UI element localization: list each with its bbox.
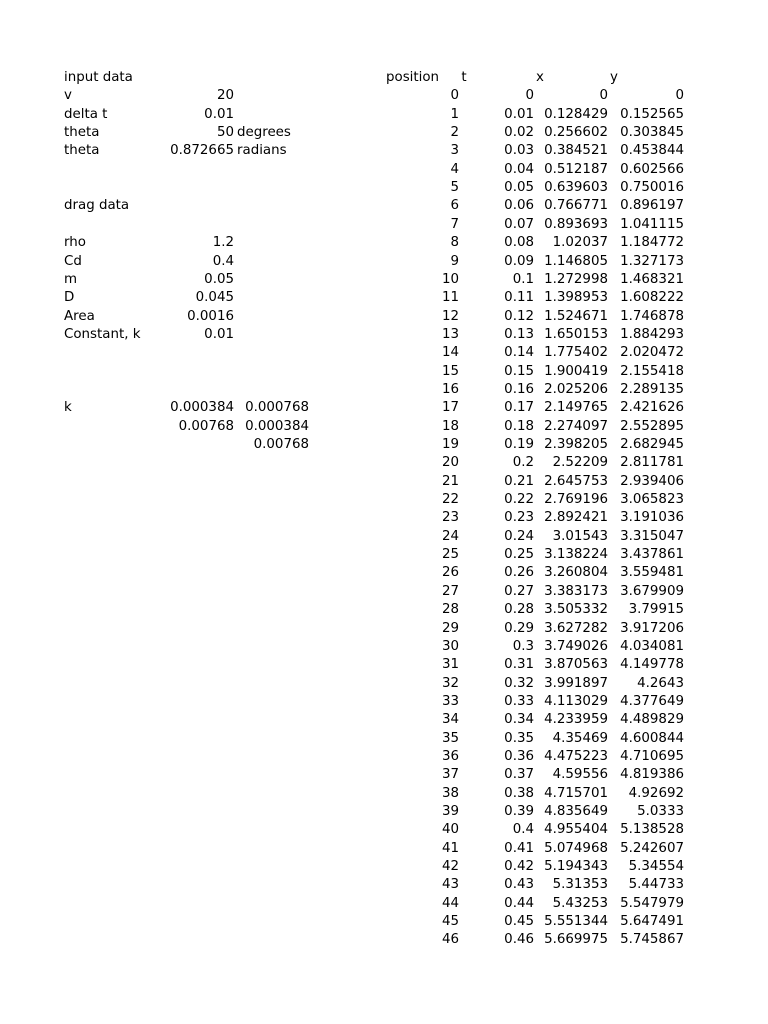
cell-position: 6 (450, 198, 459, 214)
cell-x: 1.775402 (544, 345, 608, 361)
cell-position: 3 (450, 143, 459, 159)
drag-value: 0.4 (212, 253, 234, 269)
cell-y: 3.79915 (628, 602, 684, 618)
cell-t: 0.45 (504, 914, 534, 930)
k-value: 0.000384 (170, 400, 234, 416)
cell-position: 13 (441, 326, 459, 342)
cell-t: 0.42 (504, 859, 534, 875)
cell-t: 0.07 (504, 216, 534, 232)
header-t: t (461, 70, 467, 85)
drag-label: m (64, 271, 78, 287)
cell-x: 3.991897 (544, 675, 608, 691)
cell-x: 3.627282 (544, 620, 608, 636)
cell-position: 42 (441, 859, 459, 875)
cell-y: 0.453844 (620, 143, 684, 159)
cell-x: 1.146805 (544, 253, 608, 269)
cell-position: 18 (441, 418, 459, 434)
cell-x: 5.074968 (544, 840, 608, 856)
header-position: position (386, 70, 440, 85)
cell-x: 4.475223 (544, 748, 608, 764)
cell-x: 1.02037 (552, 235, 608, 251)
cell-position: 22 (441, 492, 459, 508)
cell-x: 1.524671 (544, 308, 608, 324)
cell-x: 5.31353 (552, 877, 608, 893)
cell-y: 0.896197 (620, 198, 684, 214)
cell-x: 1.272998 (544, 271, 608, 287)
cell-position: 2 (450, 125, 459, 141)
cell-position: 46 (441, 932, 459, 948)
cell-y: 2.552895 (620, 418, 684, 434)
cell-t: 0.34 (504, 712, 534, 728)
cell-y: 4.2643 (637, 675, 684, 691)
cell-y: 1.184772 (620, 235, 684, 251)
drag-label: Area (64, 308, 95, 324)
input-value: 50 (216, 125, 234, 141)
input-value: 20 (216, 88, 234, 104)
cell-y: 4.92692 (628, 785, 684, 801)
cell-position: 28 (441, 602, 459, 618)
cell-t: 0.05 (504, 180, 534, 196)
cell-y: 5.0333 (637, 804, 684, 819)
cell-position: 15 (441, 363, 459, 379)
cell-x: 1.650153 (544, 326, 608, 342)
cell-t: 0.22 (504, 492, 534, 508)
cell-position: 43 (441, 877, 459, 893)
cell-position: 39 (441, 804, 459, 819)
cell-x: 3.260804 (544, 565, 608, 581)
cell-y: 2.155418 (620, 363, 684, 379)
cell-t: 0.44 (504, 895, 534, 911)
cell-t: 0.1 (512, 271, 534, 287)
cell-y: 3.065823 (620, 492, 684, 508)
cell-t: 0.16 (504, 381, 534, 397)
cell-t: 0.24 (504, 528, 534, 544)
cell-position: 41 (441, 840, 459, 856)
cell-x: 0.256602 (544, 125, 608, 141)
k-value: 0.000768 (245, 400, 309, 416)
cell-t: 0.31 (504, 657, 534, 673)
cell-x: 5.43253 (552, 895, 608, 911)
cell-y: 3.679909 (620, 583, 684, 599)
cell-position: 44 (441, 895, 459, 911)
k-value: 0.00768 (178, 418, 234, 434)
cell-position: 35 (441, 730, 459, 746)
cell-t: 0.23 (504, 510, 534, 526)
cell-position: 40 (441, 822, 459, 838)
cell-x: 4.35469 (552, 730, 608, 746)
cell-position: 31 (441, 657, 459, 673)
cell-t: 0.46 (504, 932, 534, 948)
cell-y: 5.34554 (628, 859, 684, 875)
cell-position: 26 (441, 565, 459, 581)
cell-t: 0.28 (504, 602, 534, 618)
cell-x: 5.669975 (544, 932, 608, 948)
drag-label: D (64, 290, 75, 306)
cell-y: 1.468321 (620, 271, 684, 287)
cell-t: 0.11 (504, 290, 534, 306)
cell-y: 4.377649 (620, 693, 684, 709)
cell-y: 4.600844 (620, 730, 684, 746)
cell-x: 2.645753 (544, 473, 608, 489)
cell-position: 9 (450, 253, 459, 269)
cell-y: 5.242607 (620, 840, 684, 856)
cell-t: 0.35 (504, 730, 534, 746)
cell-x: 0 (599, 88, 608, 104)
cell-y: 2.939406 (620, 473, 684, 489)
cell-y: 4.819386 (620, 767, 684, 783)
cell-position: 24 (441, 528, 459, 544)
drag-value: 0.05 (204, 271, 234, 287)
cell-t: 0.12 (504, 308, 534, 324)
cell-y: 4.034081 (620, 638, 684, 654)
cell-t: 0.33 (504, 693, 534, 709)
cell-x: 1.900419 (544, 363, 608, 379)
cell-t: 0.4 (512, 822, 534, 838)
cell-y: 5.745867 (620, 932, 684, 948)
cell-t: 0.26 (504, 565, 534, 581)
cell-y: 5.138528 (620, 822, 684, 838)
cell-y: 2.811781 (620, 455, 684, 471)
cell-y: 2.421626 (620, 400, 684, 416)
cell-t: 0.08 (504, 235, 534, 251)
cell-y: 5.44733 (628, 877, 684, 893)
cell-y: 2.682945 (620, 437, 684, 452)
input-unit: degrees (237, 125, 291, 141)
cell-t: 0.17 (504, 400, 534, 416)
header-x: x (536, 70, 544, 85)
cell-t: 0.41 (504, 840, 534, 856)
input-unit: radians (237, 143, 287, 159)
cell-position: 27 (441, 583, 459, 599)
cell-t: 0.43 (504, 877, 534, 893)
cell-t: 0.32 (504, 675, 534, 691)
cell-y: 3.315047 (620, 528, 684, 544)
cell-t: 0.39 (504, 804, 534, 819)
k-label: k (64, 400, 72, 416)
cell-t: 0.02 (504, 125, 534, 141)
cell-position: 34 (441, 712, 459, 728)
cell-x: 2.274097 (544, 418, 608, 434)
cell-t: 0.01 (504, 106, 534, 122)
cell-position: 8 (450, 235, 459, 251)
cell-t: 0.25 (504, 547, 534, 563)
cell-position: 29 (441, 620, 459, 636)
cell-x: 4.835649 (544, 804, 608, 819)
cell-y: 5.647491 (620, 914, 684, 930)
cell-position: 36 (441, 748, 459, 764)
cell-t: 0.3 (512, 638, 534, 654)
cell-y: 4.489829 (620, 712, 684, 728)
cell-y: 1.327173 (620, 253, 684, 269)
cell-x: 3.01543 (552, 528, 608, 544)
cell-position: 14 (441, 345, 459, 361)
cell-y: 0.602566 (620, 161, 684, 177)
cell-t: 0.09 (504, 253, 534, 269)
k-value: 0.00768 (253, 437, 309, 452)
cell-x: 4.113029 (544, 693, 608, 709)
drag-value: 0.01 (204, 326, 234, 342)
cell-x: 0.893693 (544, 216, 608, 232)
cell-position: 32 (441, 675, 459, 691)
cell-t: 0.06 (504, 198, 534, 214)
cell-x: 3.749026 (544, 638, 608, 654)
cell-x: 5.194343 (544, 859, 608, 875)
cell-x: 1.398953 (544, 290, 608, 306)
drag-value: 1.2 (212, 235, 234, 251)
cell-x: 2.769196 (544, 492, 608, 508)
input-label: theta (64, 125, 100, 141)
cell-x: 0.766771 (544, 198, 608, 214)
cell-position: 45 (441, 914, 459, 930)
cell-x: 4.59556 (552, 767, 608, 783)
cell-x: 2.892421 (544, 510, 608, 526)
cell-y: 2.289135 (620, 381, 684, 397)
cell-t: 0.2 (512, 455, 534, 471)
cell-position: 1 (450, 106, 459, 122)
cell-position: 38 (441, 785, 459, 801)
cell-t: 0.21 (504, 473, 534, 489)
header-y: y (610, 70, 618, 85)
cell-x: 5.551344 (544, 914, 608, 930)
cell-t: 0 (525, 88, 534, 104)
cell-position: 19 (441, 437, 459, 452)
input-value: 0.01 (204, 106, 234, 122)
cell-position: 33 (441, 693, 459, 709)
cell-position: 17 (441, 400, 459, 416)
cell-t: 0.27 (504, 583, 534, 599)
cell-y: 2.020472 (620, 345, 684, 361)
k-value: 0.000384 (245, 418, 309, 434)
cell-position: 5 (450, 180, 459, 196)
cell-y: 3.917206 (620, 620, 684, 636)
input-value: 0.872665 (170, 143, 234, 159)
drag-label: Constant, k (64, 326, 141, 342)
cell-t: 0.38 (504, 785, 534, 801)
cell-x: 4.955404 (544, 822, 608, 838)
cell-t: 0.37 (504, 767, 534, 783)
cell-x: 0.128429 (544, 106, 608, 122)
cell-position: 37 (441, 767, 459, 783)
cell-position: 20 (441, 455, 459, 471)
cell-y: 0.750016 (620, 180, 684, 196)
cell-y: 1.041115 (620, 216, 684, 232)
drag-label: rho (64, 235, 86, 251)
cell-t: 0.13 (504, 326, 534, 342)
cell-x: 3.383173 (544, 583, 608, 599)
cell-x: 2.398205 (544, 437, 608, 452)
cell-y: 0.303845 (620, 125, 684, 141)
cell-position: 25 (441, 547, 459, 563)
cell-position: 12 (441, 308, 459, 324)
cell-position: 7 (450, 216, 459, 232)
drag-value: 0.0016 (187, 308, 234, 324)
input-label: v (64, 88, 72, 104)
cell-t: 0.15 (504, 363, 534, 379)
drag-value: 0.045 (195, 290, 234, 306)
cell-t: 0.18 (504, 418, 534, 434)
cell-x: 3.138224 (544, 547, 608, 563)
drag-data-heading: drag data (64, 198, 130, 214)
cell-y: 5.547979 (620, 895, 684, 911)
cell-x: 4.233959 (544, 712, 608, 728)
drag-label: Cd (64, 253, 82, 269)
cell-position: 4 (450, 161, 459, 177)
cell-t: 0.29 (504, 620, 534, 636)
cell-t: 0.36 (504, 748, 534, 764)
cell-position: 10 (441, 271, 459, 287)
cell-x: 0.512187 (544, 161, 608, 177)
cell-y: 4.149778 (620, 657, 684, 673)
cell-y: 4.710695 (620, 748, 684, 764)
cell-x: 2.025206 (544, 381, 608, 397)
input-label: theta (64, 143, 100, 159)
cell-y: 3.559481 (620, 565, 684, 581)
cell-position: 21 (441, 473, 459, 489)
cell-x: 0.639603 (544, 180, 608, 196)
input-label: delta t (64, 106, 108, 122)
cell-x: 2.149765 (544, 400, 608, 416)
cell-t: 0.04 (504, 161, 534, 177)
cell-y: 1.746878 (620, 308, 684, 324)
cell-t: 0.14 (504, 345, 534, 361)
cell-position: 0 (450, 88, 459, 104)
cell-x: 2.52209 (552, 455, 608, 471)
cell-y: 3.437861 (620, 547, 684, 563)
input-data-heading: input data (64, 70, 133, 85)
cell-y: 0 (675, 88, 684, 104)
cell-y: 3.191036 (620, 510, 684, 526)
cell-t: 0.19 (504, 437, 534, 452)
cell-y: 0.152565 (620, 106, 684, 122)
cell-x: 4.715701 (544, 785, 608, 801)
cell-y: 1.608222 (620, 290, 684, 306)
cell-position: 11 (441, 290, 459, 306)
cell-y: 1.884293 (620, 326, 684, 342)
cell-position: 23 (441, 510, 459, 526)
cell-x: 3.870563 (544, 657, 608, 673)
cell-t: 0.03 (504, 143, 534, 159)
cell-position: 30 (441, 638, 459, 654)
cell-position: 16 (441, 381, 459, 397)
cell-x: 3.505332 (544, 602, 608, 618)
cell-x: 0.384521 (544, 143, 608, 159)
